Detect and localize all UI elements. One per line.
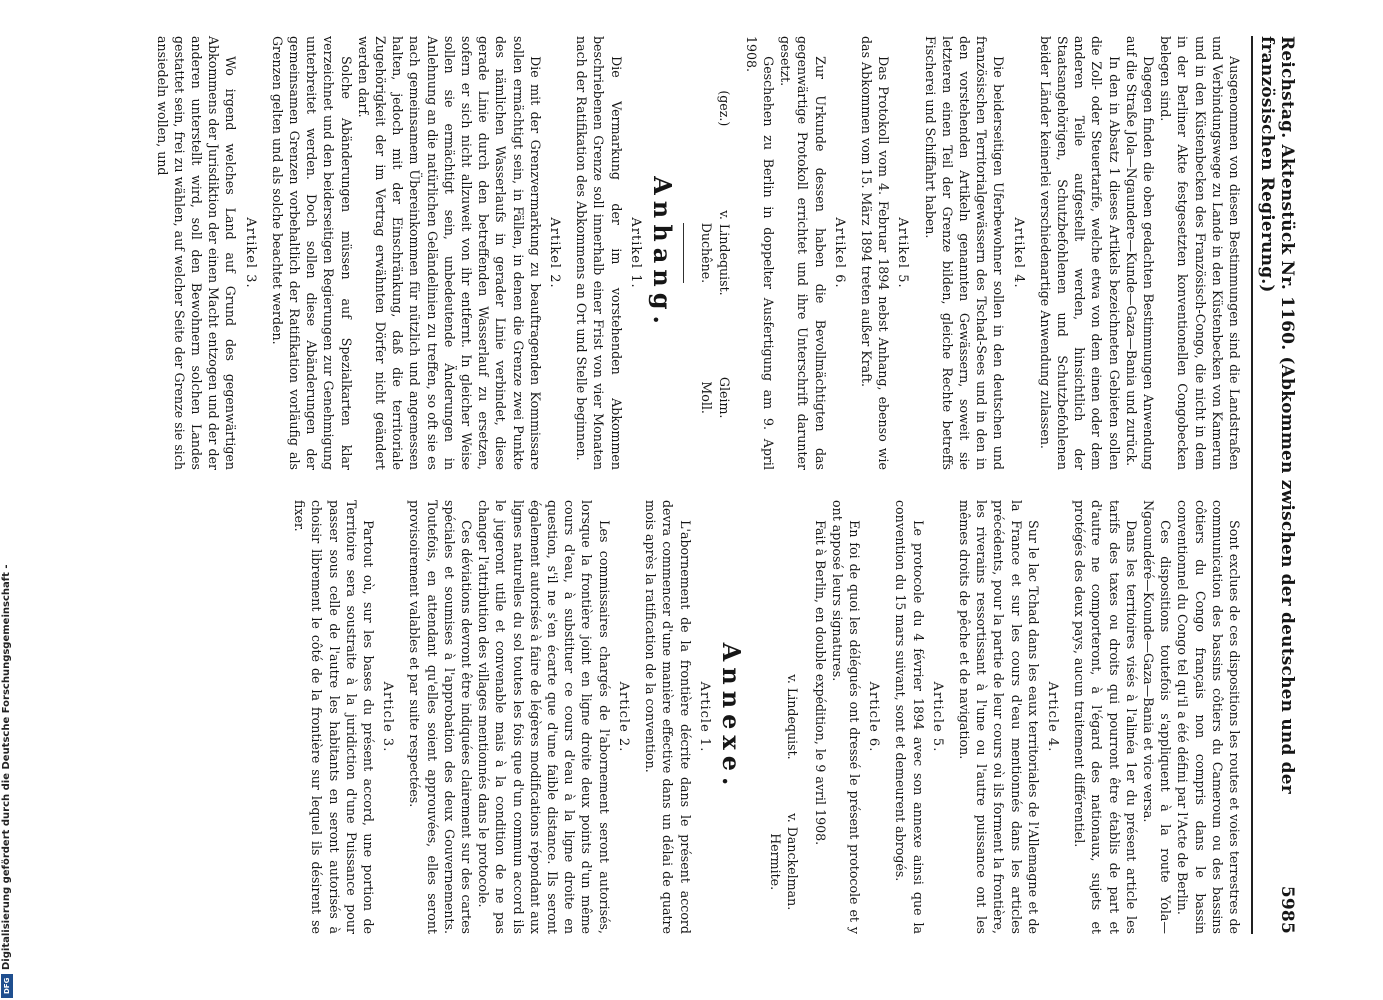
de-annex-article-2-title: Artikel 2. (547, 217, 563, 289)
fr-annex-article-2-title: Article 2. (615, 681, 631, 753)
fr-article-4-text: Sur le lac Tchad dans les eaux territoriales de l'Allemagne et de la France et sur les cours d'eau mentionnés dans les articles précédents, pour la partie de leur cours où ils forment la frontière, les riverains ressortissant à l'une ou l'autre puissance ont les mêmes droits de pêche et de navigation. (956, 500, 1041, 934)
de-annex-article-3-title: Artikel 3. (242, 217, 258, 289)
two-column-body (153, 36, 1243, 934)
digitization-credit-strip (0, 0, 14, 1000)
french-column (153, 500, 1243, 934)
header-title: Reichstag. Aktenstück Nr. 1160. (Abkommen zwischen der deutschen und der französischen Regierung.) (1257, 36, 1297, 794)
fr-paragraph-2: Ces dispositions toutefois s'appliquent à la route Yola—Ngaoundéré—Kounde—Gaza—Bania et vice versa. (1140, 500, 1174, 934)
fr-annex-article-3-title: Article 3. (380, 681, 396, 753)
fr-sig-1: v. Lindequist. (785, 674, 801, 760)
de-annex-article-3-text: Wo irgend welches Land auf Grund des gegenwärtigen Abkommens der Jurisdiktion der einen Macht entzogen und der der anderen unterstellt wird, soll den Bewohnern solchen Landes gestattet sein, frei zu wählen, auf welcher Seite der Grenze sie sich ansiedeln wollen, und (154, 36, 239, 470)
fr-article-6-text: En foi de quoi les délégués ont dressé le présent protocole et y ont apposé leurs signatures. (829, 500, 862, 934)
fr-annex-article-1-text: L'abornement de la frontière décrite dans le présent accord devra commencer d'une manière effective dans un délai de quatre mois après la ratification de la convention. (643, 500, 693, 934)
de-paragraph-2: Dagegen finden die oben gedachten Bestimmungen Anwendung auf die Straße Jola—Ngaundere—Kunde—Gaza—Bania und zurück. (1123, 36, 1156, 470)
page-number: 5985 (1277, 885, 1297, 934)
divider (683, 223, 684, 283)
fr-article-5-title: Article 5. (929, 681, 945, 753)
fr-article-6-title: Article 6. (866, 681, 882, 753)
de-annex-article-1-title: Artikel 1. (627, 217, 643, 289)
fr-paragraph-1: Sont exclues de ces dispositions les routes et voies terrestres de communication des bassins côtiers du Cameroun ou des bassins côtiers du Congo français non compris dans le bassin conventionnel du Congo tel qu'il a été défini par l'Acte de Berlin. (1175, 500, 1242, 934)
de-sig-1b: Duchêne. (699, 222, 715, 284)
page-header (1251, 36, 1297, 934)
de-annex-title: Anhang. (648, 176, 678, 330)
de-sig-2b: Moll. (699, 381, 715, 414)
de-date-line: Geschehen zu Berlin in doppelter Ausfertigung am 9. April 1908. (743, 36, 776, 470)
fr-sig-2: v. Danckelman. (785, 813, 801, 911)
fr-annex-title: Annexe. (716, 642, 746, 792)
fr-article-4-title: Article 4. (1044, 681, 1060, 753)
dfg-logo-icon: DFG (1, 974, 13, 998)
de-sig-gez: (gez.) (716, 90, 732, 127)
fr-signatures (767, 500, 801, 934)
fr-paragraph-3: Dans les territoires visés à l'alinéa 1er du présent article les tarifs des taxes ou droits qui pourront être établis de part et d'autre ne comporteront, à l'égard des nationaux, sujets et protégés des deux pays, aucun traitement différentiel. (1072, 500, 1139, 934)
de-annex-article-2-text: Die mit der Grenzvermarkung zu beauftragenden Kommissare sollen ermächtigt sein, in Fällen, in denen die Grenze zwei Punkte des nämlichen Wasserlaufs in gerader Linie verbindet, diese gerade Linie durch den betreffenden Wasserlauf zu ersetzen, sofern er sich nicht allzuweit von ihr entfernt. In gleicher Weise sollen sie ermächtigt sein, unbedeutende Änderungen in Anlehnung an die natürlichen Geländelinien zu treffen, so oft sie es nach gemeinsamem Übereinkommen für nützlich und angemessen halten, jedoch mit der Einschränkung, daß die territoriale Zugehörigkeit der im Vertrag erwähnten Dörfer nicht geändert werden darf. (355, 36, 543, 470)
de-annex-article-1-text: Die Vermarkung der im vorstehenden Abkommen beschriebenen Grenze soll innerhalb einer Frist von vier Monaten nach der Ratifikation des Abkommens an Ort und Stelle beginnen. (574, 36, 624, 470)
fr-date-line: Fait à Berlin, en double expédition, le 9 avril 1908. (812, 520, 828, 846)
de-signatures (698, 36, 732, 470)
fr-article-5-text: Le protocole du 4 février 1894 avec son annexe ainsi que la convention du 15 mars suivant, sont et demeurent abrogés. (893, 500, 926, 934)
de-article-4-title: Artikel 4. (1010, 217, 1026, 289)
de-article-5-text: Das Protokoll vom 4. Februar 1894 nebst Anhang, ebenso wie das Abkommen vom 15. März 1894 treten außer Kraft. (858, 36, 892, 470)
fr-annex-article-3-text: Partout où, sur les bases du présent accord, une portion de Territoire sera soustraite à la juridiction d'une Puissance pour passer sous celle de l'autre les habitants en seront autorisés à choisir librement le côté de la frontière sur lequel ils désirent se fixer. (292, 500, 377, 934)
german-column (153, 36, 1243, 470)
de-article-4-text: Die beiderseitigen Uferbewohner sollen in den deutschen und französischen Territorialgewässern des Tschad-Sees und in den in den vorstehenden Artikeln genannten Gewässern, soweit sie letzteren einen Teil der Grenze bilden, gleiche Rechte betreffs Fischerei und Schiffahrt haben. (922, 36, 1007, 470)
fr-annex-article-1-title: Article 1. (696, 681, 712, 753)
de-article-6-title: Artikel 6. (831, 217, 847, 289)
de-annex-article-2-text-b: Solche Abänderungen müssen auf Spezialkarten klar verzeichnet und den beiderseitigen Regierungen zur Genehmigung unterbreitet werden. Doch sollen diese Abänderungen der gemeinsamen Grenzen vorbehaltlich der Ratifikation vorläufig als Grenzen gelten und als solche beachtet werden. (269, 36, 354, 470)
de-article-6-text: Zur Urkunde dessen haben die Bevollmächtigten das gegenwärtige Protokoll errichtet und ihre Unterschrift darunter gesetzt. (778, 36, 828, 470)
fr-annex-article-2-text-b: Ces déviations devront être indiquées clairement sur des cartes spéciales et soumises à l'approbation des deux Gouvernements. Toutefois, en attendant qu'elles soient approuvées, elles seront provisoirement valables et par suite respectées. (407, 500, 475, 934)
de-article-5-title: Artikel 5. (895, 217, 911, 289)
fr-annex-article-2-text: Les commissaires chargés de l'abornement seront autorisés, lorsque la frontière joint en ligne droite deux points d'un même cours d'eau, à substituer ce cours d'eau à la ligne droite en question, s'il ne s'en écarte que d'une faible distance. Ils seront également autorisés à faire de légères modifications répondant aux lignes naturelles du sol toutes les fois que d'un commun accord ils le jugeront utile et convenable mais à la condition de ne pas changer l'attribution des villages mentionnés dans le protocole. (476, 500, 612, 934)
de-paragraph-3: In den in Absatz 1 dieses Artikels bezeichneten Gebieten sollen die Zoll- oder Steuertarife, welche etwa von dem einen oder dem anderen Teile aufgestellt werden, hinsichtlich der Staatsangehörigen, Schutzbefohlenen und Schutzbefohlenen beider Länder keinerlei verschiedenartige Anwendung zulassen. (1037, 36, 1122, 470)
de-paragraph-1: Ausgenommen von diesen Bestimmungen sind die Landstraßen und Verbindungswege zu Lande in den Küstenbecken von Kamerun und in den Küstenbecken des Französisch-Congo, die nicht in dem in der Berliner Akte festgesetzten konventionellen Congobecken belegen sind. (1158, 36, 1242, 470)
de-sig-1: v. Lindequist. (716, 210, 732, 296)
de-sig-2: Gleim. (716, 376, 732, 419)
scanned-page (90, 30, 1305, 940)
fr-sig-2b: Hermite. (768, 833, 784, 891)
digitization-credit: Digitalisierung gefördert durch die Deutsche Forschungsgemeinschaft - (1, 564, 12, 970)
